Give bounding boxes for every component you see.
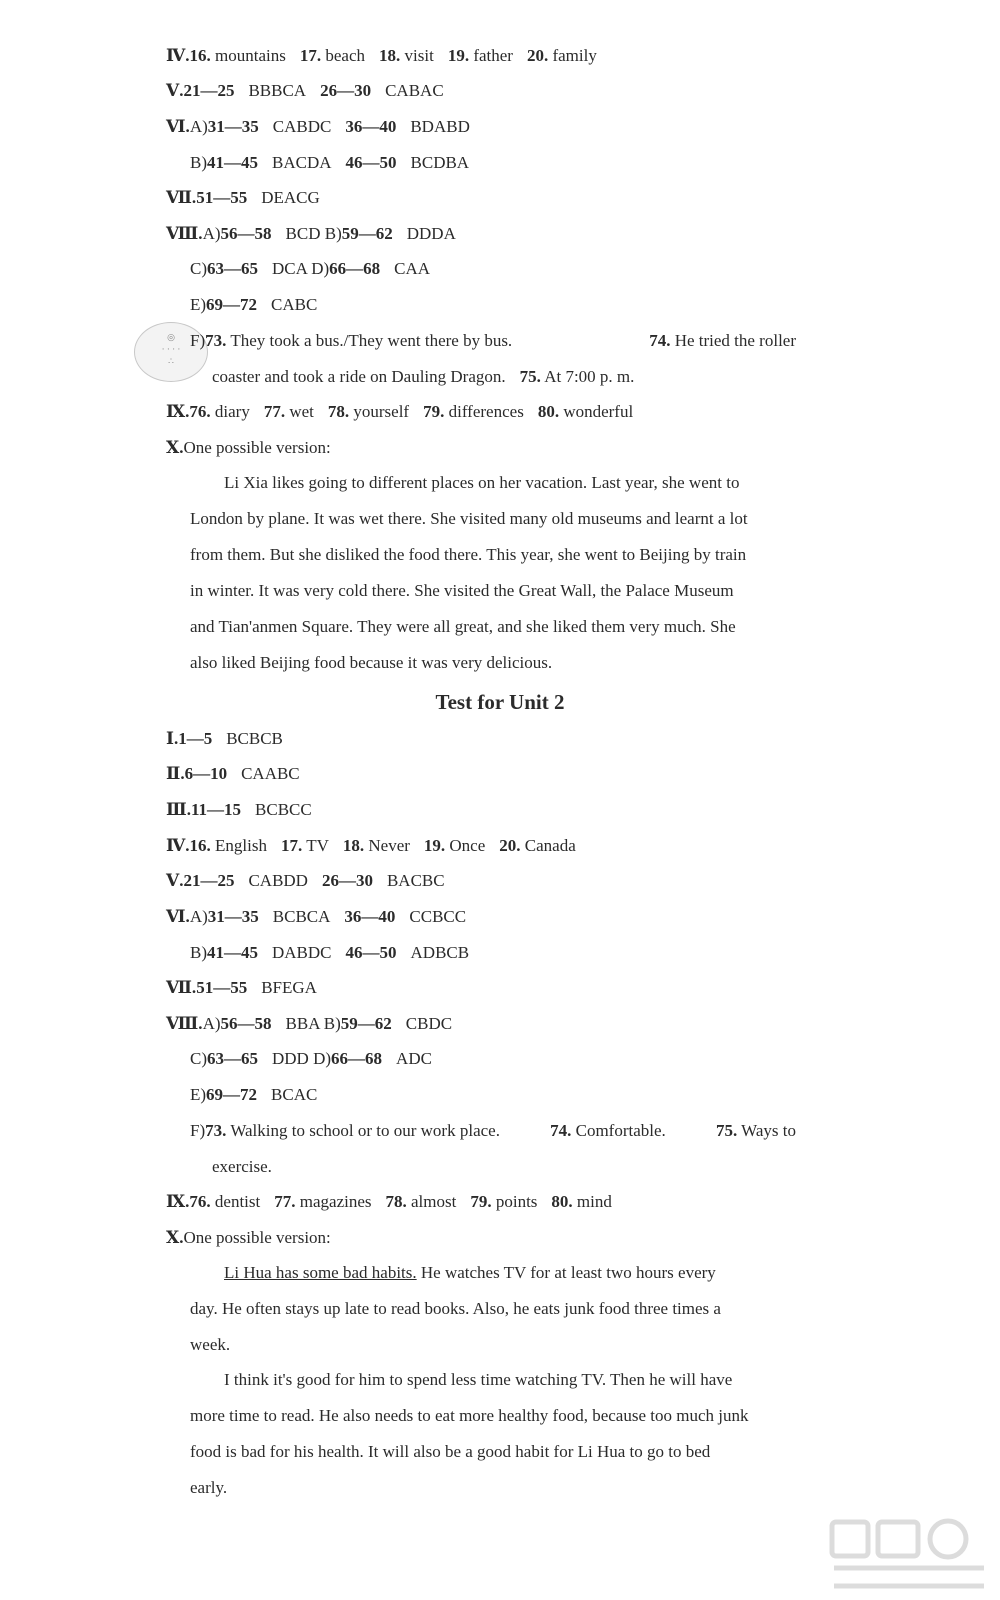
u2-section-viii-f-cont: exercise. (212, 1157, 272, 1176)
watermark-logo-icon (828, 1516, 988, 1594)
u1-essay: Li Xia likes going to different places on her vacation. Last year, she went to London by plane. It was wet there. She visited many old museums and learnt a lot from them. But she disliked the food there. This year, she went to Beijing by train in winter. It was very cold there. She visited the Great Wall, the Palace Museum and Tian'anmen Square. They were all great, and she liked them very much. She also liked Beijing food because it was very delicious. (190, 473, 748, 672)
u1-section-viii-a: Ⅷ.A)56—58 BCD B)59—62 DDDA (166, 224, 456, 243)
u1-section-viii-e: E)69—72 CABC (190, 295, 318, 314)
stamp-seal-icon: ◎ · · · · ∴ (134, 322, 208, 382)
u2-section-viii-a: Ⅷ.A)56—58 BBA B)59—62 CBDC (166, 1014, 453, 1033)
u2-section-iv: Ⅳ.16. English 17. TV 18. Never 19. Once 20. Canada (166, 836, 576, 855)
u1-section-viii-c: C)63—65 DCA D)66—68 CAA (190, 259, 431, 278)
u1-section-ix: Ⅸ.76. diary 77. wet 78. yourself 79. differences 80. wonderful (166, 402, 634, 421)
u1-section-viii-f: F)73. They took a bus./They went there by bus. 74. He tried the roller (190, 331, 796, 350)
u1-section-iv: Ⅳ.16. mountains 17. beach 18. visit 19. father 20. family (166, 46, 597, 65)
u2-section-vi-b: B)41—45 DABDC 46—50 ADBCB (190, 943, 470, 962)
u2-section-iii: Ⅲ.11—15 BCBCC (166, 800, 312, 819)
u1-section-viii-f-cont: coaster and took a ride on Dauling Dragon. 75. At 7:00 p. m. (212, 367, 635, 386)
u2-section-ii: Ⅱ.6—10 CAABC (166, 764, 300, 783)
u2-essay-paragraph-2: I think it's good for him to spend less time watching TV. Then he will have more time to read. He also needs to eat more healthy food, because too much junk food is bad for his health. It will also be a good habit for Li Hua to go to bed early. (190, 1370, 749, 1497)
u2-section-i: Ⅰ.1—5 BCBCB (166, 729, 283, 748)
u2-section-vii: Ⅶ.51—55 BFEGA (166, 978, 317, 997)
u2-section-vi-a: Ⅵ.A)31—35 BCBCA 36—40 CCBCC (166, 907, 467, 926)
u1-section-vii: Ⅶ.51—55 DEACG (166, 188, 320, 207)
u2-section-ix: Ⅸ.76. dentist 77. magazines 78. almost 79. points 80. mind (166, 1192, 612, 1211)
u2-essay-paragraph-1: Li Hua has some bad habits. He watches TV for at least two hours every day. He often stays up late to read books. Also, he eats junk food three times a week. (190, 1263, 721, 1354)
u1-section-vi-b: B)41—45 BACDA 46—50 BCDBA (190, 153, 470, 172)
u1-section-x: Ⅹ.One possible version: (166, 438, 331, 457)
u2-section-x: Ⅹ.One possible version: (166, 1228, 331, 1247)
u2-section-viii-f: F)73. Walking to school or to our work place. 74. Comfortable. 75. Ways to (190, 1121, 796, 1140)
unit-2-title: Test for Unit 2 (435, 690, 565, 714)
u1-section-vi-a: Ⅵ.A)31—35 CABDC 36—40 BDABD (166, 117, 470, 136)
u2-section-viii-c: C)63—65 DDD D)66—68 ADC (190, 1049, 432, 1068)
u2-section-v: Ⅴ.21—25 CABDD 26—30 BACBC (166, 871, 445, 890)
underlined-sentence: Li Hua has some bad habits. (224, 1263, 417, 1282)
u2-section-viii-e: E)69—72 BCAC (190, 1085, 318, 1104)
u1-section-v: Ⅴ.21—25 BBBCA 26—30 CABAC (166, 81, 444, 100)
